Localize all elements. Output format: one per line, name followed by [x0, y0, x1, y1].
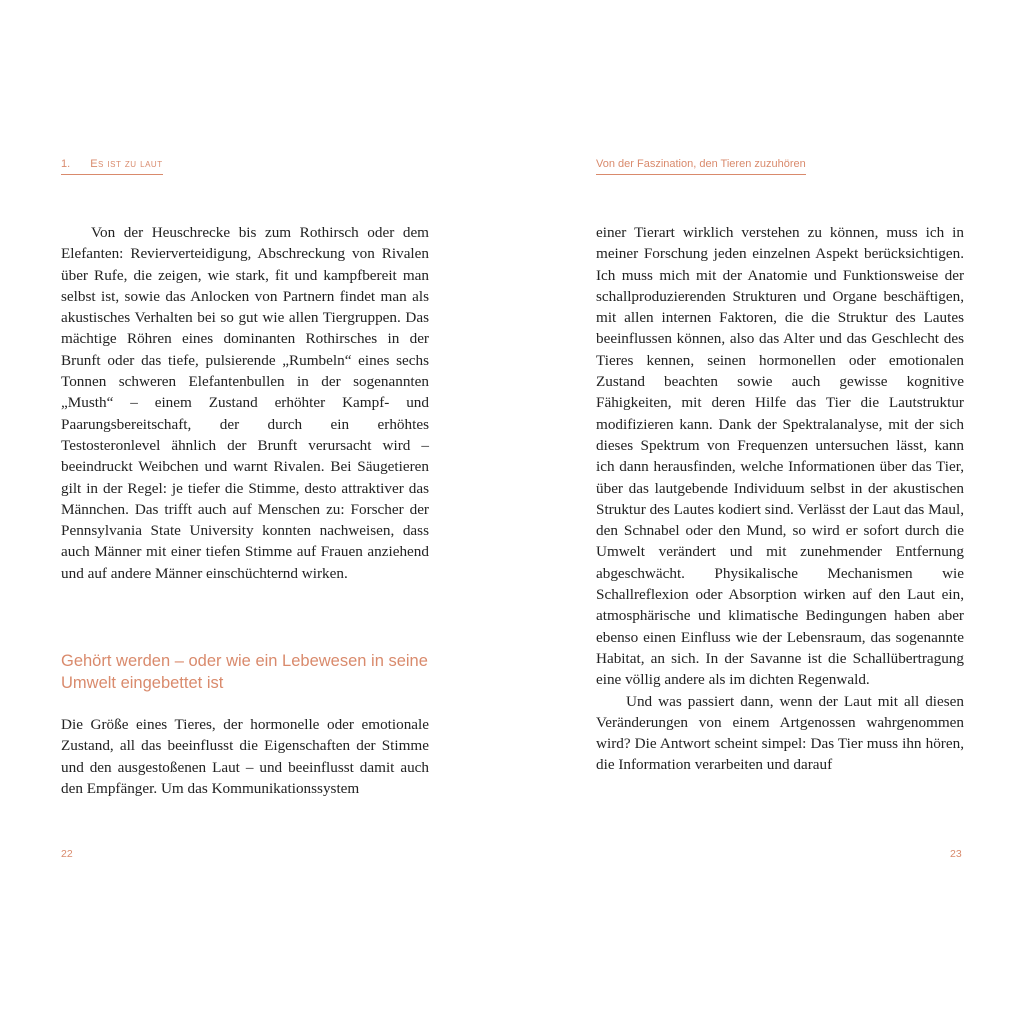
left-paragraph-2: Die Größe eines Tieres, der hormonelle oder emotionale Zustand, all das beeinflusst die Eigenschaften der Stimme und den ausgestoßenen Laut – und beeinflusst damit auch den Empfänger. Um das Kommunikationssystem [61, 716, 429, 797]
right-running-head: Von der Faszination, den Tieren zuzuhören [596, 157, 806, 175]
chapter-number: 1. [61, 158, 71, 170]
left-running-head [61, 157, 163, 175]
left-column-upper [61, 222, 429, 584]
left-paragraph-1: Von der Heuschrecke bis zum Rothirsch oder dem Elefanten: Revierverteidigung, Abschreckung von Rivalen über Rufe, die zeigen, wie stark, fit und kampfbereit man selbst ist, sowie das Anlocken von Partnern findet man als akustisches Verhalten bei so gut wie allen Tiergruppen. Das mächtige Röhren eines dominanten Rothirsches in der Brunft oder das tiefe, pulsierende „Rumbeln“ eines sechs Tonnen schweren Elefantenbullen in der sogenannten „Musth“ – einem Zustand erhöhter Kampf- und Paarungsbereitschaft, der durch ein erhöhtes Testosteronlevel ähnlich der Brunft verursacht wird – beeindruckt Weibchen und warnt Rivalen. Bei Säugetieren gilt in der Regel: je tiefer die Stimme, desto attraktiver das Männchen. Das trifft auch auf Menschen zu: Forscher der Pennsylvania State University konnten nachweisen, dass auch Männer mit einer tiefen Stimme auf Frauen anziehend und auf andere Männer einschüchternd wirken. [61, 224, 429, 582]
right-paragraph-2: Und was passiert dann, wenn der Laut mit all diesen Veränderungen von einem Artgenossen wahrgenommen wird? Die Antwort scheint simpel: Das Tier muss ihn hören, die Information verarbeiten und darauf [596, 692, 964, 774]
right-paragraph-1: einer Tierart wirklich verstehen zu können, muss ich in meiner Forschung jeden einzelnen Aspekt berücksichtigen. Ich muss mich mit der Anatomie und Funktionsweise der schallproduzierenden Strukturen und Organe beschäftigen, mit allen internen Faktoren, die die Struktur des Lautes beeinflussen können, also das Alter und das Geschlecht des Tieres kennen, seinen hormonellen oder emotionalen Zustand beachten sowie auch gewisse kognitive Fähigkeiten, mit deren Hilfe das Tier die Lautstruktur modifizieren kann. Dank der Spektralanalyse, mit der sich dieses Spektrum von Frequenzen untersuchen lässt, kann ich dann herausfinden, welche Informationen über das Tier, über das lautgebende Individuum selbst in der akustischen Struktur des Lautes kodiert sind. Verlässt der Laut das Maul, den Schnabel oder den Mund, so wird er sofort durch die Umwelt verändert und mit zunehmender Entfernung abgeschwächt. Physikalische Mechanismen wie Schallreflexion oder Absorption wirken auf den Laut ein, atmosphärische und klimatische Bedingungen haben aber ebenso einen Einfluss wie der Lebensraum, das sogenannte Habitat, an sich. In der Savanne ist die Schallübertragung eine völlig andere als im dichten Regenwald. [596, 224, 964, 689]
left-page-number: 22 [61, 848, 73, 860]
chapter-title: Es ist zu laut [90, 158, 163, 170]
section-heading: Gehört werden – oder wie ein Lebewesen in seine Umwelt eingebettet ist [61, 652, 428, 692]
right-column [596, 222, 964, 776]
right-page-number: 23 [950, 848, 962, 860]
left-column-lower [61, 714, 429, 799]
